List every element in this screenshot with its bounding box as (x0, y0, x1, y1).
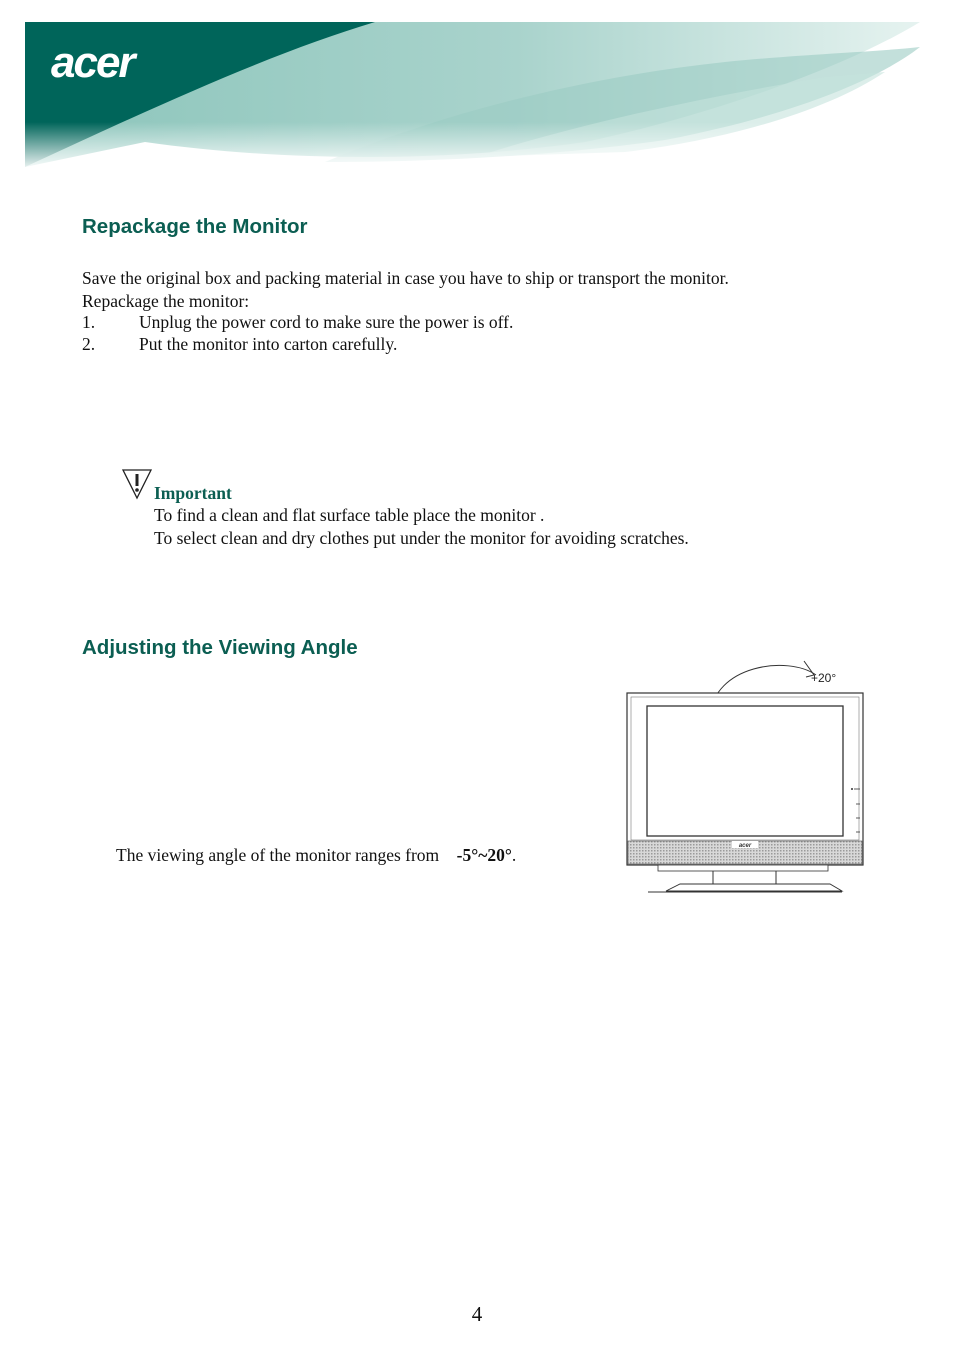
page-number: 4 (471, 1302, 483, 1326)
viewing-angle-suffix: . (511, 845, 517, 865)
important-line: To select clean and dry clothes put under the monitor for avoiding scratches. (154, 528, 689, 548)
bezel-logo: acer (738, 843, 752, 849)
header-banner (25, 22, 925, 167)
viewing-angle-text (116, 844, 516, 867)
section-heading-repackage: Repackage the Monitor (82, 215, 308, 238)
step-number: 1. (82, 312, 96, 332)
step-text: Unplug the power cord to make sure the power is off. (139, 312, 514, 332)
warning-triangle-icon (121, 468, 153, 500)
important-line: To find a clean and flat surface table place the monitor . (154, 505, 545, 525)
repackage-intro: Save the original box and packing material in case you have to ship or transport the monitor. (82, 268, 729, 288)
viewing-angle-range: -5°~20° (456, 845, 512, 865)
important-title: Important (154, 483, 232, 503)
monitor-tilt-illustration (618, 655, 870, 900)
step-text: Put the monitor into carton carefully. (139, 334, 398, 354)
tilt-plus-label: +20° (811, 671, 837, 685)
step-number: 2. (82, 334, 96, 354)
viewing-angle-prefix: The viewing angle of the monitor ranges from (116, 845, 440, 865)
repackage-lead: Repackage the monitor: (82, 291, 250, 311)
acer-logo: acer (51, 38, 134, 87)
section-heading-viewing-angle: Adjusting the Viewing Angle (82, 636, 358, 659)
